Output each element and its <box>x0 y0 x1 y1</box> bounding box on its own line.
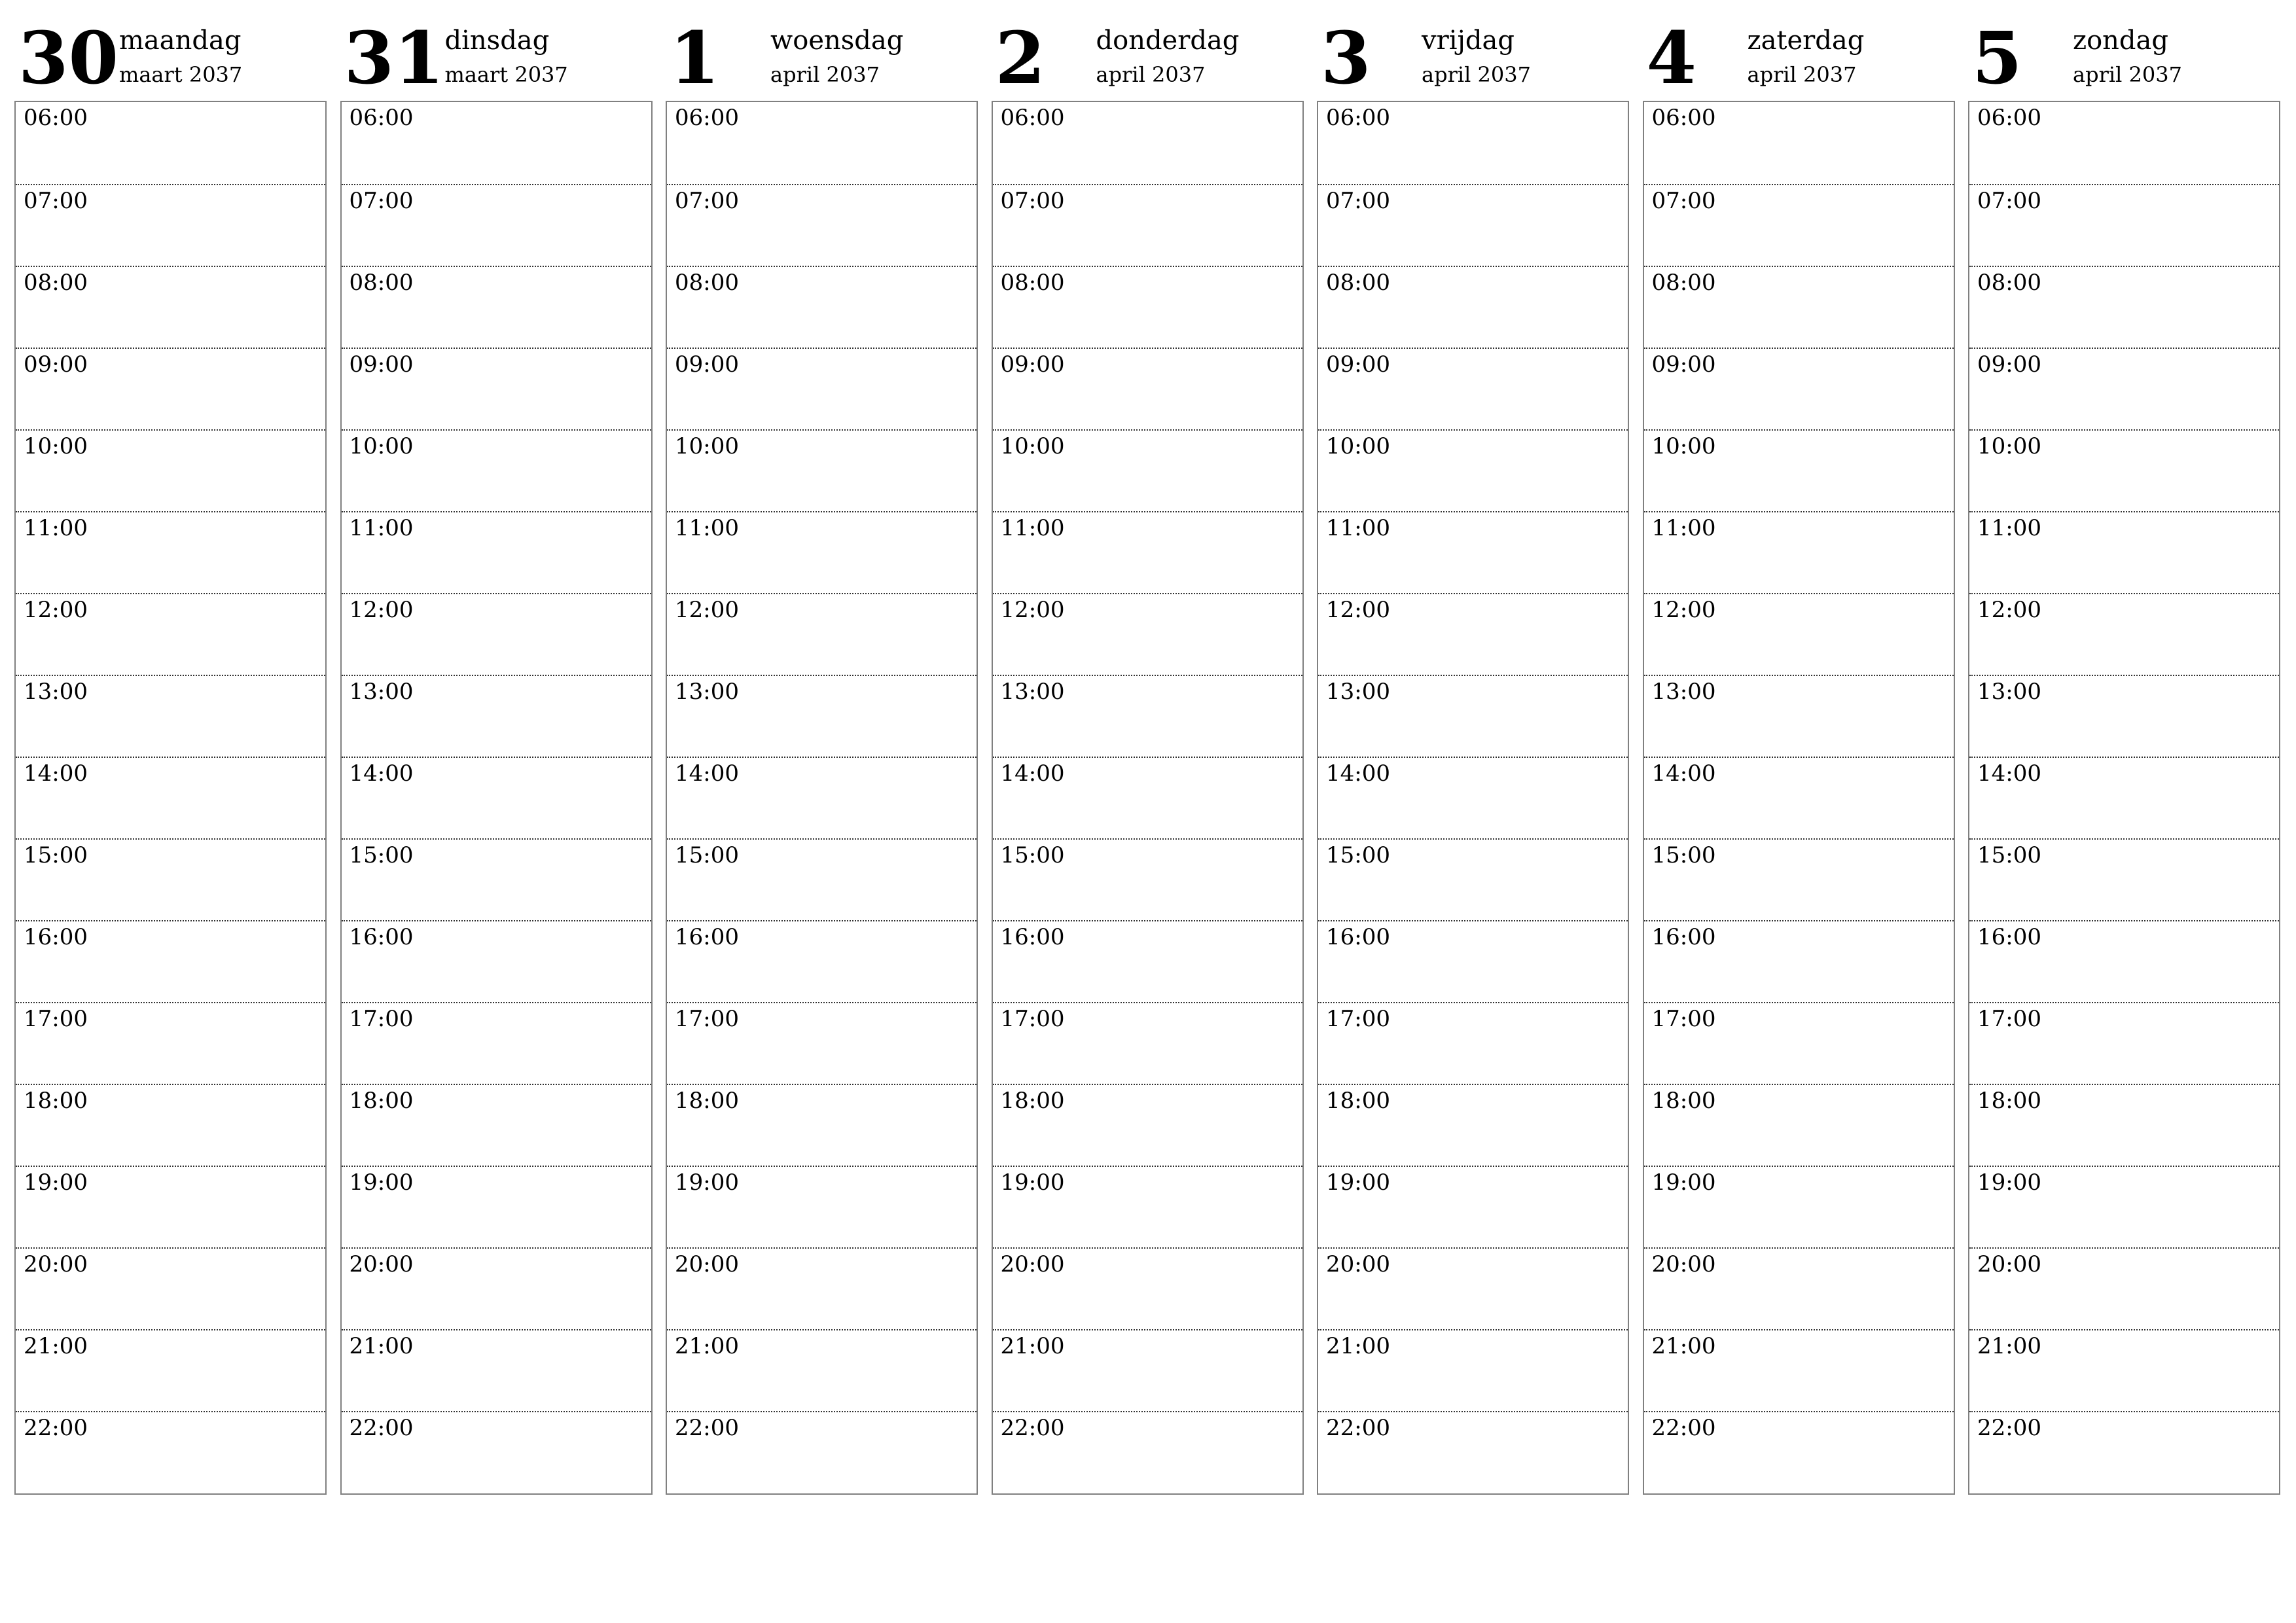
time-label: 18:00 <box>1000 1088 1065 1114</box>
time-label: 18:00 <box>24 1088 88 1114</box>
day-month: april 2037 <box>1747 62 1857 87</box>
day-month: april 2037 <box>770 62 880 87</box>
time-slot[interactable] <box>1318 429 1628 511</box>
time-slot[interactable] <box>16 1002 325 1084</box>
time-label: 15:00 <box>1326 842 1390 868</box>
time-label: 11:00 <box>349 515 414 541</box>
time-slot[interactable] <box>1644 1084 1954 1166</box>
time-slot[interactable] <box>667 1247 977 1329</box>
time-slot[interactable] <box>16 838 325 920</box>
time-slot[interactable] <box>993 102 1302 184</box>
time-label: 09:00 <box>1000 351 1065 378</box>
time-label: 13:00 <box>1000 679 1065 705</box>
time-label: 19:00 <box>1000 1169 1065 1196</box>
time-slot[interactable] <box>667 1329 977 1411</box>
day-column-donderdag <box>992 0 1304 1499</box>
time-label: 08:00 <box>349 270 414 296</box>
time-label: 16:00 <box>24 924 88 950</box>
time-label: 09:00 <box>1326 351 1390 378</box>
time-label: 21:00 <box>675 1333 739 1359</box>
time-slot[interactable] <box>993 348 1302 429</box>
time-slot[interactable] <box>1969 757 2279 838</box>
time-label: 12:00 <box>1651 597 1716 623</box>
time-label: 17:00 <box>675 1006 739 1032</box>
time-slot[interactable] <box>667 920 977 1002</box>
time-slot[interactable] <box>993 1084 1302 1166</box>
time-slot[interactable] <box>1644 1411 1954 1493</box>
time-slot[interactable] <box>1969 593 2279 675</box>
time-label: 06:00 <box>1977 105 2041 131</box>
time-label: 14:00 <box>24 760 88 787</box>
time-slot[interactable] <box>16 1411 325 1493</box>
day-name: woensdag <box>770 26 904 56</box>
time-slot[interactable] <box>342 1084 651 1166</box>
time-label: 19:00 <box>349 1169 414 1196</box>
time-slot[interactable] <box>342 1329 651 1411</box>
time-label: 22:00 <box>24 1415 88 1441</box>
time-slot[interactable] <box>1644 1166 1954 1247</box>
time-slot[interactable] <box>1969 1411 2279 1493</box>
time-slot[interactable] <box>1644 266 1954 348</box>
time-slot[interactable] <box>342 266 651 348</box>
time-label: 15:00 <box>1651 842 1716 868</box>
time-label: 08:00 <box>1977 270 2041 296</box>
time-slot[interactable] <box>16 757 325 838</box>
time-slot[interactable] <box>1969 1329 2279 1411</box>
time-slot[interactable] <box>993 838 1302 920</box>
time-label: 18:00 <box>675 1088 739 1114</box>
time-label: 18:00 <box>349 1088 414 1114</box>
time-slot[interactable] <box>342 838 651 920</box>
time-label: 12:00 <box>24 597 88 623</box>
day-schedule-box <box>14 101 327 1495</box>
time-label: 17:00 <box>1326 1006 1390 1032</box>
time-label: 12:00 <box>675 597 739 623</box>
time-label: 11:00 <box>1326 515 1390 541</box>
time-label: 16:00 <box>349 924 414 950</box>
time-label: 19:00 <box>24 1169 88 1196</box>
time-label: 11:00 <box>675 515 739 541</box>
time-label: 17:00 <box>24 1006 88 1032</box>
time-slot[interactable] <box>342 593 651 675</box>
time-label: 21:00 <box>1651 1333 1716 1359</box>
time-slot[interactable] <box>16 266 325 348</box>
time-label: 07:00 <box>24 188 88 214</box>
time-label: 13:00 <box>1977 679 2041 705</box>
time-slot[interactable] <box>1318 675 1628 757</box>
day-column-zondag <box>1968 0 2280 1499</box>
time-slot[interactable] <box>1644 1329 1954 1411</box>
day-schedule-box <box>340 101 653 1495</box>
day-number: 3 <box>1321 16 1371 100</box>
time-slot[interactable] <box>1318 838 1628 920</box>
time-slot[interactable] <box>342 1247 651 1329</box>
time-slot[interactable] <box>342 429 651 511</box>
day-month: maart 2037 <box>119 62 243 87</box>
day-column-dinsdag <box>340 0 653 1499</box>
time-slot[interactable] <box>1969 1084 2279 1166</box>
time-slot[interactable] <box>1318 348 1628 429</box>
time-label: 07:00 <box>1326 188 1390 214</box>
time-label: 22:00 <box>675 1415 739 1441</box>
day-number: 4 <box>1646 16 1697 100</box>
time-label: 20:00 <box>349 1251 414 1277</box>
time-label: 09:00 <box>1977 351 2041 378</box>
time-slot[interactable] <box>1318 266 1628 348</box>
time-label: 16:00 <box>1651 924 1716 950</box>
time-slot[interactable] <box>1969 348 2279 429</box>
time-label: 20:00 <box>24 1251 88 1277</box>
time-label: 07:00 <box>675 188 739 214</box>
time-slot[interactable] <box>1644 920 1954 1002</box>
time-slot[interactable] <box>1969 429 2279 511</box>
time-label: 09:00 <box>1651 351 1716 378</box>
time-label: 20:00 <box>675 1251 739 1277</box>
time-slot[interactable] <box>1318 1329 1628 1411</box>
time-label: 21:00 <box>1977 1333 2041 1359</box>
time-slot[interactable] <box>667 348 977 429</box>
time-label: 19:00 <box>675 1169 739 1196</box>
time-slot[interactable] <box>993 920 1302 1002</box>
time-label: 10:00 <box>675 433 739 459</box>
time-label: 13:00 <box>1326 679 1390 705</box>
time-slot[interactable] <box>1318 511 1628 593</box>
time-label: 14:00 <box>1000 760 1065 787</box>
time-slot[interactable] <box>1969 1002 2279 1084</box>
time-label: 14:00 <box>1977 760 2041 787</box>
time-slot[interactable] <box>1644 757 1954 838</box>
time-slot[interactable] <box>342 1411 651 1493</box>
time-label: 22:00 <box>1000 1415 1065 1441</box>
time-label: 11:00 <box>1977 515 2041 541</box>
time-slot[interactable] <box>1969 102 2279 184</box>
time-slot[interactable] <box>16 1329 325 1411</box>
day-name: zondag <box>2073 26 2168 56</box>
time-slot[interactable] <box>1644 1247 1954 1329</box>
day-name: zaterdag <box>1747 26 1865 56</box>
time-label: 15:00 <box>349 842 414 868</box>
time-label: 06:00 <box>349 105 414 131</box>
time-slot[interactable] <box>1318 1002 1628 1084</box>
day-month: maart 2037 <box>444 62 568 87</box>
time-slot[interactable] <box>993 593 1302 675</box>
time-label: 15:00 <box>24 842 88 868</box>
time-slot[interactable] <box>993 511 1302 593</box>
time-label: 21:00 <box>1326 1333 1390 1359</box>
time-slot[interactable] <box>16 102 325 184</box>
time-label: 15:00 <box>1977 842 2041 868</box>
day-schedule-box <box>1643 101 1955 1495</box>
time-slot[interactable] <box>667 757 977 838</box>
time-slot[interactable] <box>1318 184 1628 266</box>
time-label: 14:00 <box>1651 760 1716 787</box>
time-slot[interactable] <box>342 920 651 1002</box>
time-slot[interactable] <box>667 1411 977 1493</box>
time-label: 16:00 <box>1000 924 1065 950</box>
time-slot[interactable] <box>342 102 651 184</box>
time-label: 07:00 <box>1000 188 1065 214</box>
time-label: 06:00 <box>1000 105 1065 131</box>
time-label: 10:00 <box>1651 433 1716 459</box>
time-slot[interactable] <box>342 348 651 429</box>
time-slot[interactable] <box>667 1084 977 1166</box>
time-slot[interactable] <box>993 184 1302 266</box>
time-slot[interactable] <box>16 184 325 266</box>
time-label: 13:00 <box>1651 679 1716 705</box>
time-label: 09:00 <box>675 351 739 378</box>
time-label: 09:00 <box>24 351 88 378</box>
time-slot[interactable] <box>16 920 325 1002</box>
time-label: 21:00 <box>349 1333 414 1359</box>
day-month: april 2037 <box>1422 62 1531 87</box>
time-label: 19:00 <box>1326 1169 1390 1196</box>
day-number: 1 <box>670 16 720 100</box>
time-label: 12:00 <box>1000 597 1065 623</box>
time-slot[interactable] <box>16 348 325 429</box>
time-slot[interactable] <box>1969 184 2279 266</box>
time-label: 08:00 <box>1326 270 1390 296</box>
time-label: 20:00 <box>1326 1251 1390 1277</box>
time-label: 10:00 <box>1977 433 2041 459</box>
day-column-woensdag <box>666 0 978 1499</box>
time-label: 14:00 <box>675 760 739 787</box>
time-slot[interactable] <box>1318 1084 1628 1166</box>
time-label: 07:00 <box>1651 188 1716 214</box>
day-number: 31 <box>344 16 444 100</box>
time-label: 10:00 <box>349 433 414 459</box>
time-slot[interactable] <box>1644 184 1954 266</box>
time-label: 08:00 <box>1000 270 1065 296</box>
time-label: 13:00 <box>675 679 739 705</box>
time-slot[interactable] <box>1644 838 1954 920</box>
time-slot[interactable] <box>16 511 325 593</box>
time-slot[interactable] <box>667 266 977 348</box>
day-column-maandag <box>14 0 327 1499</box>
time-label: 10:00 <box>1326 433 1390 459</box>
time-slot[interactable] <box>1318 1247 1628 1329</box>
time-slot[interactable] <box>993 1002 1302 1084</box>
time-slot[interactable] <box>1644 1002 1954 1084</box>
time-label: 16:00 <box>675 924 739 950</box>
time-label: 20:00 <box>1977 1251 2041 1277</box>
time-slot[interactable] <box>993 1166 1302 1247</box>
time-slot[interactable] <box>16 675 325 757</box>
time-label: 17:00 <box>1977 1006 2041 1032</box>
time-slot[interactable] <box>993 675 1302 757</box>
time-slot[interactable] <box>1644 348 1954 429</box>
time-label: 18:00 <box>1977 1088 2041 1114</box>
time-slot[interactable] <box>342 757 651 838</box>
time-slot[interactable] <box>16 1247 325 1329</box>
time-label: 12:00 <box>1977 597 2041 623</box>
time-slot[interactable] <box>1969 1247 2279 1329</box>
day-column-vrijdag <box>1317 0 1629 1499</box>
time-label: 09:00 <box>349 351 414 378</box>
time-label: 08:00 <box>675 270 739 296</box>
day-name: donderdag <box>1096 26 1240 56</box>
time-slot[interactable] <box>342 675 651 757</box>
time-label: 12:00 <box>1326 597 1390 623</box>
day-schedule-box <box>666 101 978 1495</box>
time-label: 21:00 <box>1000 1333 1065 1359</box>
time-label: 14:00 <box>1326 760 1390 787</box>
time-slot[interactable] <box>667 838 977 920</box>
time-label: 06:00 <box>24 105 88 131</box>
time-label: 08:00 <box>1651 270 1716 296</box>
time-slot[interactable] <box>1318 593 1628 675</box>
day-number: 30 <box>18 16 119 100</box>
time-slot[interactable] <box>667 1166 977 1247</box>
time-label: 18:00 <box>1651 1088 1716 1114</box>
time-label: 11:00 <box>24 515 88 541</box>
time-slot[interactable] <box>1644 429 1954 511</box>
time-label: 13:00 <box>349 679 414 705</box>
day-month: april 2037 <box>2073 62 2182 87</box>
day-number: 2 <box>995 16 1046 100</box>
time-slot[interactable] <box>1318 757 1628 838</box>
day-schedule-box <box>992 101 1304 1495</box>
time-slot[interactable] <box>1969 920 2279 1002</box>
time-label: 18:00 <box>1326 1088 1390 1114</box>
time-label: 07:00 <box>349 188 414 214</box>
time-slot[interactable] <box>1644 593 1954 675</box>
time-label: 16:00 <box>1326 924 1390 950</box>
day-name: vrijdag <box>1422 26 1515 56</box>
time-label: 11:00 <box>1651 515 1716 541</box>
day-column-zaterdag <box>1643 0 1955 1499</box>
time-slot[interactable] <box>1969 1166 2279 1247</box>
day-name: maandag <box>119 26 242 56</box>
time-label: 06:00 <box>1326 105 1390 131</box>
time-slot[interactable] <box>16 1166 325 1247</box>
time-slot[interactable] <box>1318 102 1628 184</box>
time-slot[interactable] <box>16 593 325 675</box>
time-label: 17:00 <box>349 1006 414 1032</box>
time-label: 07:00 <box>1977 188 2041 214</box>
time-slot[interactable] <box>342 184 651 266</box>
time-slot[interactable] <box>1318 1166 1628 1247</box>
time-label: 22:00 <box>1651 1415 1716 1441</box>
time-label: 15:00 <box>1000 842 1065 868</box>
time-slot[interactable] <box>16 429 325 511</box>
time-label: 20:00 <box>1651 1251 1716 1277</box>
time-label: 17:00 <box>1000 1006 1065 1032</box>
time-slot[interactable] <box>993 266 1302 348</box>
time-label: 22:00 <box>349 1415 414 1441</box>
time-label: 11:00 <box>1000 515 1065 541</box>
time-slot[interactable] <box>1644 511 1954 593</box>
time-label: 22:00 <box>1326 1415 1390 1441</box>
time-label: 16:00 <box>1977 924 2041 950</box>
time-slot[interactable] <box>1969 266 2279 348</box>
time-slot[interactable] <box>993 1329 1302 1411</box>
time-slot[interactable] <box>993 757 1302 838</box>
time-label: 08:00 <box>24 270 88 296</box>
time-slot[interactable] <box>1644 675 1954 757</box>
time-slot[interactable] <box>667 1002 977 1084</box>
time-label: 12:00 <box>349 597 414 623</box>
time-label: 19:00 <box>1651 1169 1716 1196</box>
time-slot[interactable] <box>667 593 977 675</box>
day-month: april 2037 <box>1096 62 1206 87</box>
time-slot[interactable] <box>667 429 977 511</box>
time-label: 14:00 <box>349 760 414 787</box>
day-schedule-box <box>1968 101 2280 1495</box>
time-label: 06:00 <box>1651 105 1716 131</box>
time-label: 17:00 <box>1651 1006 1716 1032</box>
time-slot[interactable] <box>667 184 977 266</box>
day-number: 5 <box>1972 16 2022 100</box>
time-label: 13:00 <box>24 679 88 705</box>
time-slot[interactable] <box>667 102 977 184</box>
time-label: 10:00 <box>1000 433 1065 459</box>
day-schedule-box <box>1317 101 1629 1495</box>
time-slot[interactable] <box>993 429 1302 511</box>
time-slot[interactable] <box>1318 920 1628 1002</box>
time-slot[interactable] <box>993 1247 1302 1329</box>
time-label: 21:00 <box>24 1333 88 1359</box>
time-slot[interactable] <box>1969 675 2279 757</box>
time-label: 15:00 <box>675 842 739 868</box>
time-slot[interactable] <box>667 511 977 593</box>
time-label: 22:00 <box>1977 1415 2041 1441</box>
time-slot[interactable] <box>342 1002 651 1084</box>
time-slot[interactable] <box>1969 511 2279 593</box>
day-name: dinsdag <box>444 26 550 56</box>
time-label: 19:00 <box>1977 1169 2041 1196</box>
time-slot[interactable] <box>993 1411 1302 1493</box>
time-slot[interactable] <box>1969 838 2279 920</box>
time-slot[interactable] <box>1644 102 1954 184</box>
time-slot[interactable] <box>16 1084 325 1166</box>
time-label: 10:00 <box>24 433 88 459</box>
time-slot[interactable] <box>342 1166 651 1247</box>
time-slot[interactable] <box>1318 1411 1628 1493</box>
time-label: 06:00 <box>675 105 739 131</box>
time-slot[interactable] <box>342 511 651 593</box>
time-slot[interactable] <box>667 675 977 757</box>
time-label: 20:00 <box>1000 1251 1065 1277</box>
